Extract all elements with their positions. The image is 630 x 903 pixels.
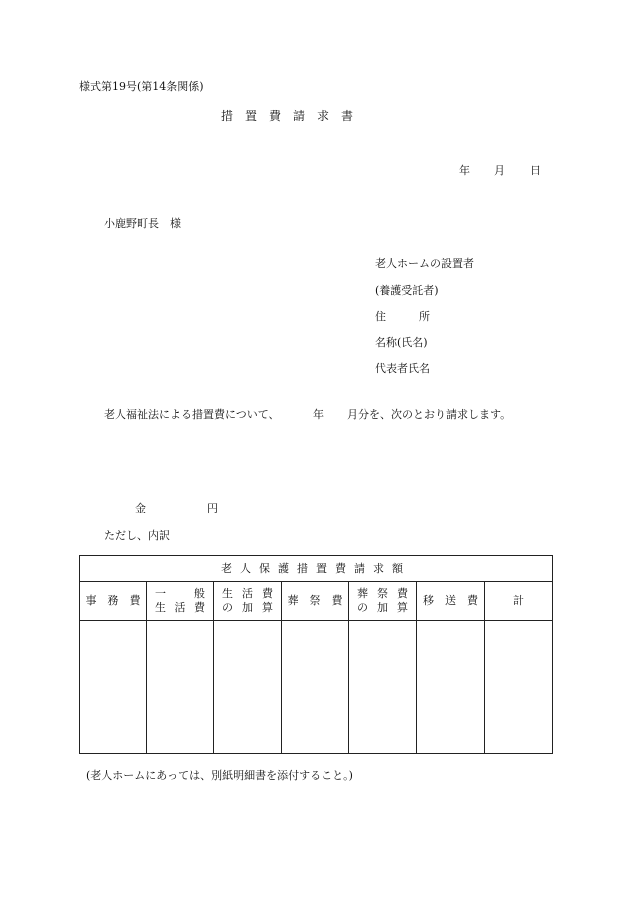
- cell-funeral-addition: [349, 621, 417, 754]
- header-office-expense: [80, 582, 147, 621]
- applicant-representative-label: 代表者氏名: [375, 362, 430, 375]
- request-text-2: 月分を、次のとおり請求します。: [347, 408, 512, 421]
- header-general-living-line2: 生 活 費: [155, 601, 205, 614]
- cell-general-living: [147, 621, 214, 754]
- cell-transport-expense: [417, 621, 485, 754]
- table-header-row: [80, 582, 553, 621]
- header-office-expense-text: 事 務 費: [85, 594, 141, 608]
- request-year: 年: [313, 408, 324, 421]
- table-title-row: [80, 556, 553, 582]
- amount-unit: 円: [207, 502, 218, 515]
- cell-funeral-expense: [282, 621, 349, 754]
- header-funeral-expense: [282, 582, 349, 621]
- header-funeral-addition-line1: 葬 祭 費: [357, 587, 408, 601]
- header-general-living-line1: 一 般: [155, 587, 205, 601]
- form-number: 様式第19号(第14条関係): [79, 80, 204, 93]
- header-living-addition: [214, 582, 282, 621]
- header-living-addition-line1: 生 活 費: [222, 587, 273, 601]
- date-month: 月: [494, 164, 505, 177]
- applicant-name-label: 名称(氏名): [375, 336, 428, 349]
- cell-total: [485, 621, 553, 754]
- breakdown-label: ただし、内訳: [104, 529, 170, 542]
- header-transport-expense: [417, 582, 485, 621]
- header-living-addition-line2: の 加 算: [222, 601, 273, 614]
- request-text-1: 老人福祉法による措置費について、: [104, 408, 280, 421]
- addressee: 小鹿野町長 様: [104, 217, 181, 230]
- date-year: 年: [459, 164, 470, 177]
- cell-office-expense: [80, 621, 147, 754]
- table-row: [80, 621, 553, 754]
- expense-table: [79, 555, 553, 754]
- table-title: 老人保護措置費請求額: [80, 556, 553, 582]
- applicant-address-label: 住 所: [375, 310, 430, 323]
- header-funeral-expense-text: 葬 祭 費: [287, 594, 343, 608]
- document-title: 措 置 費 請 求 書: [221, 109, 354, 123]
- header-transport-expense-text: 移 送 費: [423, 594, 478, 608]
- header-funeral-addition: [349, 582, 417, 621]
- applicant-owner-label: 老人ホームの設置者: [375, 257, 474, 270]
- applicant-trustee-label: (養護受託者): [375, 284, 439, 297]
- footnote: (老人ホームにあっては、別紙明細書を添付すること。): [86, 769, 353, 782]
- date-day: 日: [530, 164, 541, 177]
- header-total: [485, 582, 553, 621]
- cell-living-addition: [214, 621, 282, 754]
- header-funeral-addition-line2: の 加 算: [357, 601, 408, 614]
- header-total-text: 計: [513, 594, 525, 608]
- header-general-living: [147, 582, 214, 621]
- amount-prefix: 金: [135, 502, 146, 515]
